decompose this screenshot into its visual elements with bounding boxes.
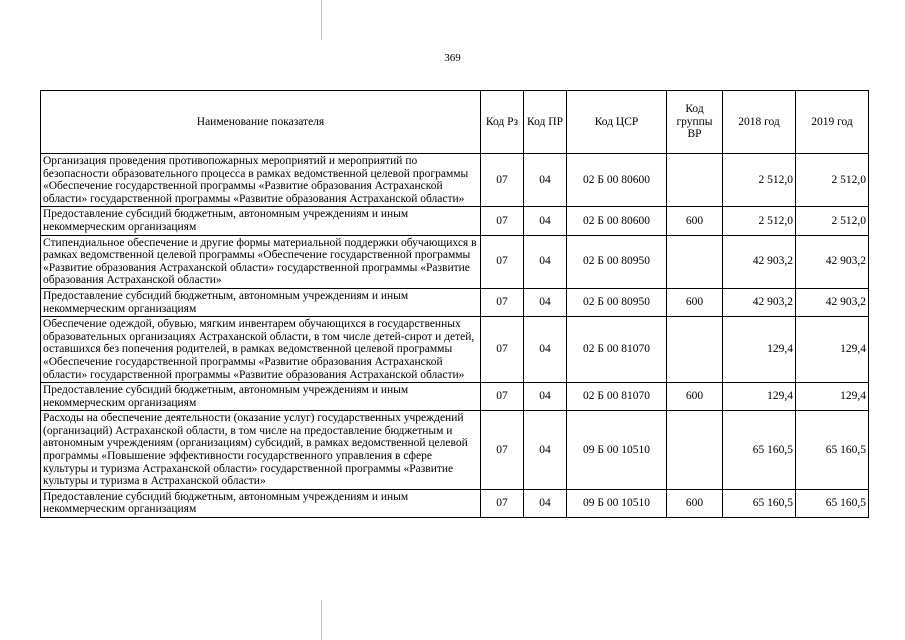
row-csr: 09 Б 00 10510 <box>567 489 667 517</box>
fold-mark-top <box>321 0 322 40</box>
row-2018: 42 903,2 <box>723 288 796 316</box>
table-row <box>41 154 869 207</box>
row-pr: 04 <box>524 411 567 490</box>
row-csr: 02 Б 00 80950 <box>567 288 667 316</box>
header-row <box>41 91 869 154</box>
row-pr: 04 <box>524 317 567 383</box>
table-row <box>41 411 869 490</box>
row-vr: 600 <box>667 383 723 411</box>
row-csr: 02 Б 00 80600 <box>567 154 667 207</box>
row-rz: 07 <box>481 317 524 383</box>
row-2019: 2 512,0 <box>796 207 869 235</box>
table-row <box>41 383 869 411</box>
row-name: Стипендиальное обеспечение и другие формы материальной поддержки обучающихся в рамках ведомственной целевой программы «Обеспечение государственной программы «Развитие образования Астраханской области» государственной программы «Развитие образования Астраханской области» <box>41 235 481 288</box>
row-2019: 65 160,5 <box>796 489 869 517</box>
row-pr: 04 <box>524 288 567 316</box>
row-2018: 65 160,5 <box>723 489 796 517</box>
row-csr: 02 Б 00 80950 <box>567 235 667 288</box>
row-rz: 07 <box>481 383 524 411</box>
row-2019: 42 903,2 <box>796 235 869 288</box>
row-pr: 04 <box>524 489 567 517</box>
row-rz: 07 <box>481 154 524 207</box>
header-vr: Код группы ВР <box>667 91 723 154</box>
row-vr <box>667 411 723 490</box>
row-2018: 65 160,5 <box>723 411 796 490</box>
table-row <box>41 207 869 235</box>
row-pr: 04 <box>524 235 567 288</box>
table-row <box>41 317 869 383</box>
row-csr: 09 Б 00 10510 <box>567 411 667 490</box>
row-vr <box>667 317 723 383</box>
table-row <box>41 288 869 316</box>
row-rz: 07 <box>481 489 524 517</box>
row-name: Организация проведения противопожарных мероприятий и мероприятий по безопасности образовательного процесса в рамках ведомственной целевой программы «Обеспечение государственной программы «Развитие образования Астраханской области» государственной программы «Развитие образования Астраханской области» <box>41 154 481 207</box>
table-row <box>41 235 869 288</box>
header-2018: 2018 год <box>723 91 796 154</box>
row-name: Обеспечение одеждой, обувью, мягким инвентарем обучающихся в государственных образовательных организациях Астраханской области, в том числе детей-сирот и детей, оставшихся без попечения родителей, в рамках ведомственной целевой программы «Обеспечение государственной программы «Развитие образования Астраханской области» государственной программы «Развитие образования Астраханской области» <box>41 317 481 383</box>
row-2019: 42 903,2 <box>796 288 869 316</box>
row-name: Предоставление субсидий бюджетным, автономным учреждениям и иным некоммерческим организациям <box>41 383 481 411</box>
budget-table <box>40 90 869 518</box>
row-2018: 2 512,0 <box>723 207 796 235</box>
row-name: Предоставление субсидий бюджетным, автономным учреждениям и иным некоммерческим организациям <box>41 207 481 235</box>
row-vr <box>667 235 723 288</box>
table-row <box>41 489 869 517</box>
row-2018: 129,4 <box>723 383 796 411</box>
row-name: Расходы на обеспечение деятельности (оказание услуг) государственных учреждений (организаций) Астраханской области, в том числе на предоставление бюджетным и автономным учреждениям (организациям) субсидий, в рамках ведомственной целевой программы «Повышение эффективности государственного управления в сфере культуры и туризма Астраханской области» государственной программы «Развитие культуры и туризма в Астраханской области» <box>41 411 481 490</box>
header-csr: Код ЦСР <box>567 91 667 154</box>
header-rz: Код Рз <box>481 91 524 154</box>
row-vr: 600 <box>667 489 723 517</box>
row-rz: 07 <box>481 207 524 235</box>
row-csr: 02 Б 00 81070 <box>567 317 667 383</box>
row-pr: 04 <box>524 383 567 411</box>
row-rz: 07 <box>481 411 524 490</box>
row-name: Предоставление субсидий бюджетным, автономным учреждениям и иным некоммерческим организациям <box>41 288 481 316</box>
row-vr: 600 <box>667 288 723 316</box>
row-rz: 07 <box>481 288 524 316</box>
row-2018: 42 903,2 <box>723 235 796 288</box>
header-name: Наименование показателя <box>41 91 481 154</box>
row-2018: 129,4 <box>723 317 796 383</box>
row-csr: 02 Б 00 80600 <box>567 207 667 235</box>
row-csr: 02 Б 00 81070 <box>567 383 667 411</box>
header-2019: 2019 год <box>796 91 869 154</box>
fold-mark-bottom <box>321 600 322 640</box>
row-2018: 2 512,0 <box>723 154 796 207</box>
row-vr: 600 <box>667 207 723 235</box>
row-rz: 07 <box>481 235 524 288</box>
row-vr <box>667 154 723 207</box>
row-2019: 2 512,0 <box>796 154 869 207</box>
row-2019: 129,4 <box>796 317 869 383</box>
row-pr: 04 <box>524 154 567 207</box>
page-number: 369 <box>444 52 461 64</box>
row-name: Предоставление субсидий бюджетным, автономным учреждениям и иным некоммерческим организациям <box>41 489 481 517</box>
row-2019: 65 160,5 <box>796 411 869 490</box>
row-pr: 04 <box>524 207 567 235</box>
row-2019: 129,4 <box>796 383 869 411</box>
header-pr: Код ПР <box>524 91 567 154</box>
